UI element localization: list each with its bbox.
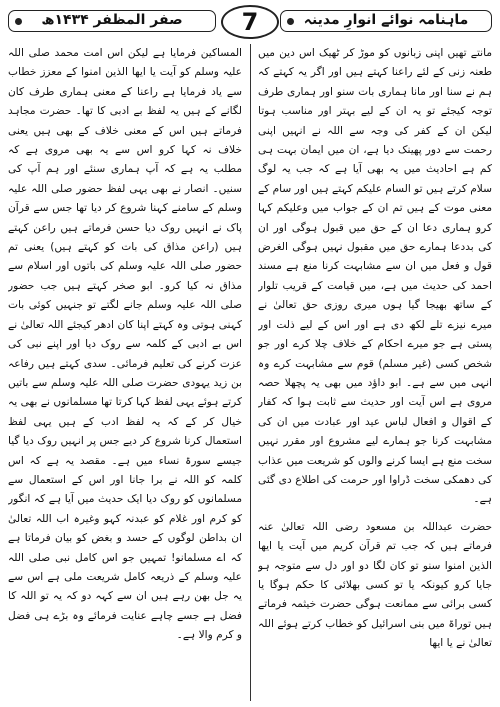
column-divider [250, 44, 251, 701]
issue-date: صفر المظفر ۱۴۳۴ھ [41, 12, 183, 28]
paragraph: حضرت عبداللہ بن مسعود رضی اللہ تعالیٰ عنہ فرماتے ہیں کہ جب تم قرآن کریم میں آیت یا ایھا الذین امنوا سنو تو کان لگا دو اور دل سے متوجہ ہو جایا کرو کیونکہ یا تو کسی بھلائی کا حکم ہوگا یا کسی برائی سے ممانعت ہوگی حضرت خیثمہ فرماتے ہیں توراۃ میں بنی اسرائیل کو خطاب کرتے ہوئے اللہ تعالیٰ نے یا ایھا [258, 520, 492, 650]
text-columns [8, 44, 492, 701]
right-column [258, 44, 492, 701]
paragraph: المساکین فرمایا ہے لیکن اس امت محمد صلی اللہ علیہ وسلم کو آیت یا ایھا الذین امنوا کے معزز خطاب سے یاد فرمایا ہے راعنا کے معنی ہماری طرف کان لگانے کے ہیں یہ لفظ بے ادبی کا تھا۔ حضرت مجاہد فرماتے ہیں اس کے معنی خلاف کے بھی ہیں یعنی خلاف نہ کہا کرو اس سے یہ بھی مروی ہے کہ مطلب یہ ہے کہ آپ ہماری سنئے اور ہم آپ کی سنیں۔ انصار نے بھی یہی لفظ حضور صلی اللہ علیہ وسلم کے سامنے کہنا شروع کر دیا تھا جس سے قرآن پاک نے انہیں روک دیا حسن فرماتے ہیں راعن کہتے ہیں (راعن مذاق کی بات کو کہتے ہیں) یعنی تم حضور صلی اللہ علیہ وسلم کی باتوں اور اسلام سے مذاق نہ کیا کرو۔ ابو صخر کہتے ہیں جب حضور صلی اللہ علیہ وسلم جانے لگتے تو جنہیں کوئی بات کہنی ہوتی وہ کہتے اپنا کان ادھر کیجئے اللہ تعالیٰ نے اس بے ادبی کے کلمہ سے روک دیا اور اپنے نبی کی عزت کرنے کی تعلیم فرمائی۔ سدی کہتے ہیں رفاعہ بن زید یہودی حضرت صلی اللہ علیہ وسلم سے باتیں کرتے ہوئے یہی لفظ کہا کرتا تھا مسلمانوں نے بھی یہ خیال کر کے کہ یہ لفظ ادب کے ہیں یہی لفظ استعمال کرنا شروع کر دیے جس پر انہیں روک دیا گیا جیسے سورۃ نساء میں ہے۔ مقصد یہ ہے کہ اس کلمہ کو اللہ نے برا جانا اور اس کے استعمال سے مسلمانوں کو روک دیا ایک حدیث میں آیا ہے کہ انگور کو کرم اور غلام کو عبدنہ کہو وغیرہ اب اللہ تعالیٰ ان بداطن لوگوں کے حسد و بغض کو بیان فرماتا ہے کہ اے مسلمانو! تمہیں جو اس کامل نبی صلی اللہ علیہ وسلم کے ذریعہ کامل شریعت ملی ہے اس سے یہ جل بھن رہے ہیں ان سے کہہ دو کہ یہ تو اللہ کا فضل ہے جسے چاہے عنایت فرمائے وہ بڑے ہی فضل و کرم والا ہے۔ [8, 47, 242, 642]
magazine-title: ماہنامہ نوائے انوارِ مدینہ [303, 12, 469, 28]
magazine-title-box [280, 10, 492, 32]
page-header [8, 4, 492, 40]
page-number-badge [221, 5, 279, 39]
paragraph: مانتے تھیں اپنی زبانوں کو موڑ کر ٹھیک اس دین میں طعنہ زنی کے لئے راعنا کہتے ہیں اور اگر یہ کہتے کہ ہم نے سنا اور مانا ہماری بات سنو اور ہماری طرف توجہ کیجئے تو یہ ان کے لیے بہتر اور مناسب ہوتا لیکن ان کے کفر کی وجہ سے اللہ نے انہیں اپنی رحمت سے دور پھینک دیا ہے، ان میں ایمان بہت ہی کم ہے احادیث میں یہ بھی آیا ہے کہ جب یہ لوگ سلام کرتے ہیں تو السام علیکم کہتے ہیں اور سام کے معنی موت کے ہیں تم ان کے جواب میں وعلیکم کہا کرو ہماری دعا ان کے حق میں قبول ہوگی اور ان کی بددعا ہمارے حق میں مقبول نہیں ہوگی الغرض قول و فعل میں ان سے مشابہت کرنا منع ہے مسند احمد کی حدیث میں ہے، میں قیامت کے قریب تلوار کے ساتھ بھیجا گیا ہوں میری روزی حق تعالیٰ نے میرے نیزے تلے لکھ دی ہے اور اس کے لیے ذلت اور پستی ہے جو میرے احکام کے خلاف چلا کرے اور جو شخص کسی (غیر مسلم) قوم سے مشابہت کرے وہ انہی میں سے ہے۔ ابو داؤد میں بھی یہ پچھلا حصہ مروی ہے اس آیت اور حدیث سے ثابت ہوا کہ کفار کے اقوال و افعال لباس عید اور عبادت میں ان کی مشابہت کرنا جو ہمارے لیے مشروع اور مقرر نہیں سخت منع ہے ایسا کرنے والوں کو شریعت میں عذاب کی دھمکی سخت ڈراوا اور حرمت کی اطلاع دی گئی ہے۔ [258, 47, 492, 506]
page-number: 7 [241, 8, 259, 36]
left-column [8, 44, 242, 701]
issue-date-box [8, 10, 216, 32]
